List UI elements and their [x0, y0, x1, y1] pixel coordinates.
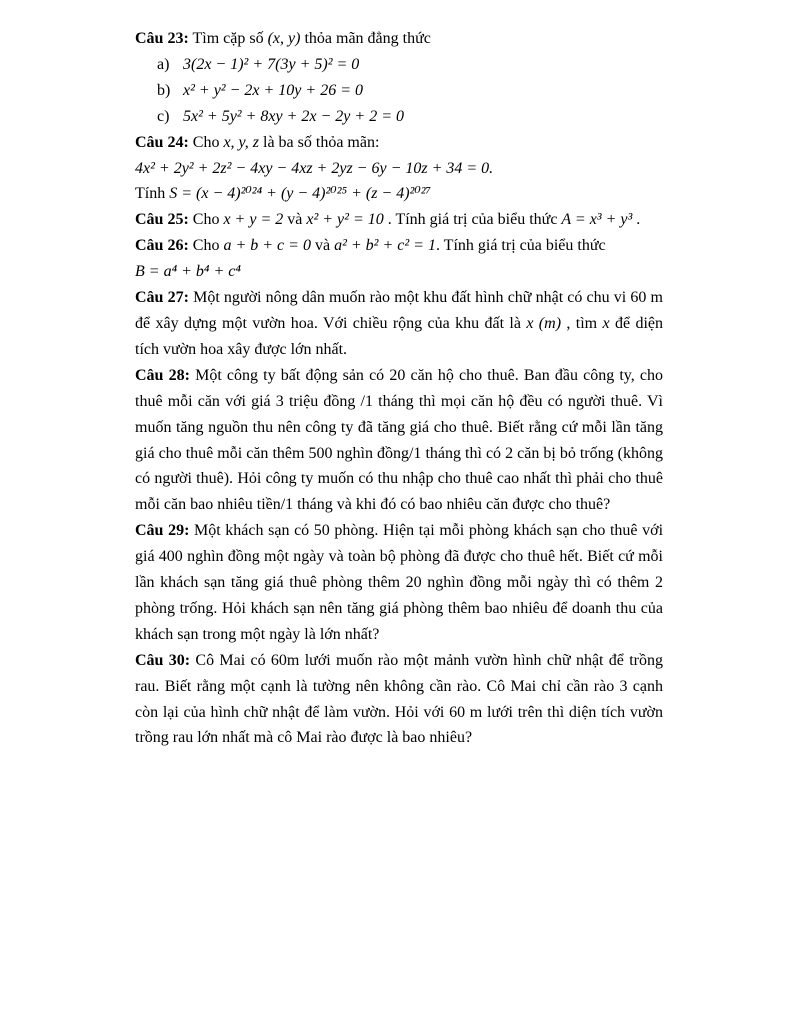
- question-24-formula: [135, 156, 663, 182]
- math-expression: 3(2x − 1)² + 7(3y + 5)² = 0: [183, 55, 360, 73]
- math-expression: 5x² + 5y² + 8xy + 2x − 2y + 2 = 0: [183, 107, 404, 125]
- question-23-item-b: [135, 78, 663, 104]
- question-23-item-a: [135, 52, 663, 78]
- math-expression: B = a⁴ + b⁴ + c⁴: [135, 263, 241, 281]
- question-text: Tìm cặp số: [188, 30, 268, 47]
- question-24-tinh: [135, 181, 663, 207]
- question-25-text: [135, 207, 663, 233]
- question-text: là ba số thỏa mãn:: [259, 133, 380, 151]
- question-block-29: [135, 518, 663, 648]
- math-expression: x, y, z: [223, 133, 259, 151]
- question-text: và: [283, 211, 307, 229]
- question-label: Câu 28:: [135, 366, 190, 384]
- question-block-25: [135, 207, 663, 233]
- question-text: và: [310, 237, 335, 255]
- question-text: để diện tích vườn hoa xây được lớn nhất.: [135, 314, 663, 358]
- question-29-text: [135, 518, 663, 648]
- math-expression: x² + y² = 10: [306, 211, 384, 229]
- question-label: Câu 29:: [135, 522, 190, 540]
- question-text: .: [632, 211, 641, 229]
- question-30-text: [135, 648, 663, 752]
- document-content: [135, 26, 663, 751]
- question-text: Một công ty bất động sản có 20 căn hộ cho thuê. Ban đầu công ty, cho thuê mỗi căn với giá 3 triệu đồng /1 tháng thì mọi căn hộ đều có người thuê. Vì muốn tăng nguồn thu nên công ty đã tăng giá cho thuê. Biết rằng cứ mỗi lần tăng giá cho thuê mỗi căn thêm 500 nghìn đồng/1 tháng thì có 2 căn bị bỏ trống (không có người thuê). Hỏi công ty muốn có thu nhập cho thuê cao nhất thì phải cho thuê mỗi căn bao nhiêu tiền/1 tháng và khi đó có bao nhiêu căn được cho thuê?: [135, 366, 664, 514]
- question-text: . Tính giá trị của biểu thức: [435, 237, 606, 255]
- math-expression: S = (x − 4)²⁰²⁴ + (y − 4)²⁰²⁵ + (z − 4)²⁰²⁷: [169, 185, 432, 203]
- math-expression: x (m): [526, 314, 562, 332]
- question-label: Câu 25:: [135, 211, 189, 229]
- question-block-24: [135, 130, 663, 208]
- list-marker: a): [157, 55, 170, 73]
- math-expression: x² + y² − 2x + 10y + 26 = 0: [183, 81, 363, 99]
- question-label: Câu 30:: [135, 651, 191, 669]
- question-block-27: [135, 285, 663, 363]
- question-text: Cho: [188, 211, 224, 229]
- question-label: Câu 26:: [135, 237, 189, 255]
- math-expression: a + b + c = 0: [223, 237, 311, 255]
- question-text: , tìm: [561, 314, 603, 332]
- math-expression: x: [602, 314, 610, 332]
- math-expression: A = x³ + y³: [561, 211, 633, 229]
- math-expression: a² + b² + c² = 1: [334, 237, 436, 255]
- question-23-intro: [135, 26, 663, 52]
- question-block-23: [135, 26, 663, 130]
- question-text: Một khách sạn có 50 phòng. Hiện tại mỗi phòng khách sạn cho thuê với giá 400 nghìn đồng một ngày và toàn bộ phòng đã được cho thuê hết. Biết cứ mỗi lần khách sạn tăng giá thuê phòng thêm 20 nghìn đồng mỗi ngày thì có thêm 2 phòng trống. Hỏi khách sạn nên tăng giá phòng thêm bao nhiêu để doanh thu của khách sạn trong một ngày là lớn nhất?: [135, 522, 664, 643]
- question-text: thỏa mãn đẳng thức: [300, 30, 431, 47]
- math-expression: (x, y): [267, 30, 301, 47]
- math-expression: x + y = 2: [223, 211, 284, 229]
- question-block-30: [135, 648, 663, 752]
- question-28-text: [135, 363, 663, 518]
- question-text: Một người nông dân muốn rào một khu đất hình chữ nhật có chu vi 60 m để xây dựng một vườn hoa. Với chiều rộng của khu đất là: [135, 289, 663, 332]
- question-text: Cho: [188, 237, 224, 255]
- question-text: Cô Mai có 60m lưới muốn rào một mảnh vườn hình chữ nhật để trồng rau. Biết rằng một cạnh là tường nên không cần rào. Cô Mai chỉ cần rào 3 cạnh còn lại của hình chữ nhật để làm vườn. Hỏi với 60 m lưới trên thì diện tích vườn trồng rau lớn nhất mà cô Mai rào được là bao nhiêu?: [135, 651, 664, 747]
- question-text: Tính: [135, 185, 170, 203]
- question-label: Câu 24:: [135, 133, 189, 151]
- question-text: Cho: [188, 133, 224, 151]
- question-label: Câu 27:: [135, 289, 189, 307]
- question-23-item-c: [135, 104, 663, 130]
- question-text: . Tính giá trị của biểu thức: [383, 211, 562, 229]
- math-expression: 4x² + 2y² + 2z² − 4xy − 4xz + 2yz − 6y − 10z + 34 = 0.: [135, 159, 494, 177]
- question-block-26: [135, 233, 663, 285]
- list-marker: c): [157, 107, 170, 125]
- question-27-text: [135, 285, 663, 363]
- question-label: Câu 23:: [135, 30, 189, 47]
- question-26-intro: [135, 233, 663, 259]
- question-26-formula: [135, 259, 663, 285]
- list-marker: b): [157, 81, 171, 99]
- question-block-28: [135, 363, 663, 518]
- question-24-intro: [135, 130, 663, 156]
